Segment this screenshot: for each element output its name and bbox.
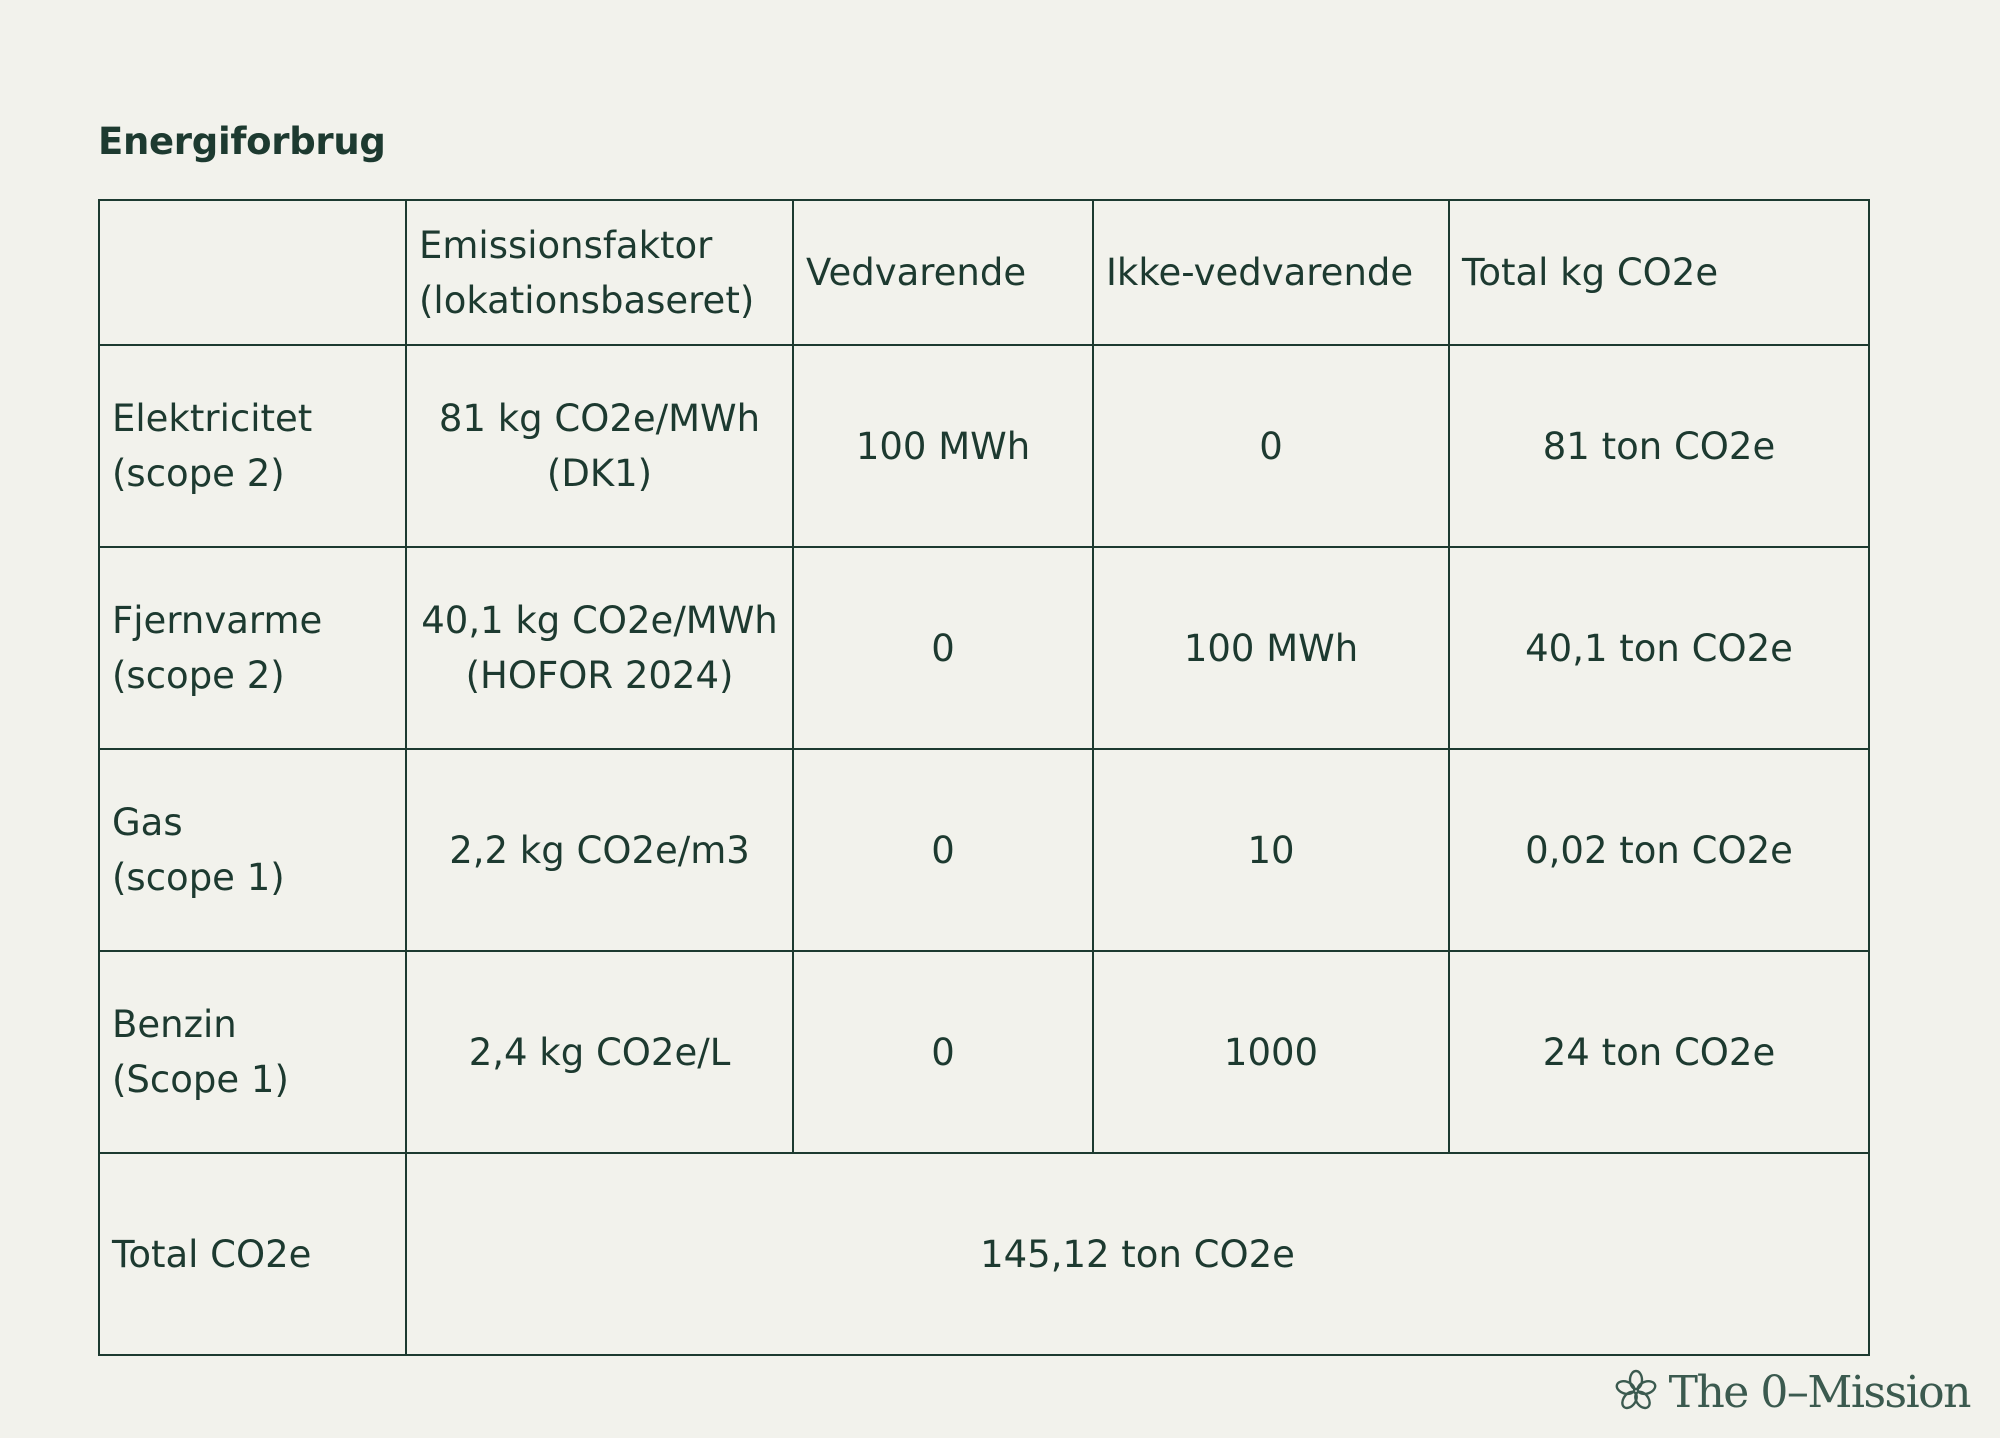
emission-line: 40,1 kg CO2e/MWh [421,599,778,642]
energy-table [98,199,1870,1356]
total-cell: 24 ton CO2e [1449,951,1869,1153]
row-label-line: (scope 2) [112,654,285,697]
row-label [99,951,406,1153]
row-label-line: (scope 1) [112,856,285,899]
renewable-cell: 0 [793,547,1093,749]
total-label: Total CO2e [99,1153,406,1355]
total-cell: 40,1 ton CO2e [1449,547,1869,749]
nonrenewable-cell: 1000 [1093,951,1449,1153]
total-cell: 0,02 ton CO2e [1449,749,1869,951]
emission-factor-cell [406,951,793,1153]
row-label [99,547,406,749]
total-row [99,1153,1869,1355]
brand-name: The 0–Mission [1668,1367,1970,1418]
header-renewable: Vedvarende [793,200,1093,345]
row-label-line: Fjernvarme [112,599,323,642]
flower-logo-icon [1613,1368,1659,1418]
row-label-line: (scope 2) [112,452,285,495]
emission-line: 2,4 kg CO2e/L [468,1030,731,1074]
row-label-line: Gas [112,801,183,844]
table-row [99,345,1869,547]
row-label-line: Benzin [112,1003,237,1046]
renewable-cell: 100 MWh [793,345,1093,547]
emission-line: (HOFOR 2024) [465,654,734,697]
header-total: Total kg CO2e [1449,200,1869,345]
emission-line: (DK1) [546,452,653,495]
row-label [99,749,406,951]
table-row [99,547,1869,749]
row-label [99,345,406,547]
emission-factor-cell [406,749,793,951]
header-empty [99,200,406,345]
nonrenewable-cell: 10 [1093,749,1449,951]
emission-factor-cell [406,547,793,749]
table-row [99,951,1869,1153]
nonrenewable-cell: 0 [1093,345,1449,547]
page-title: Energiforbrug [98,120,386,163]
renewable-cell: 0 [793,749,1093,951]
header-emission-factor [406,200,793,345]
header-emission-line: Emissionsfaktor [419,223,713,267]
emission-factor-cell [406,345,793,547]
table-header-row [99,200,1869,345]
header-emission-line: (lokationsbaseret) [419,278,755,322]
renewable-cell: 0 [793,951,1093,1153]
row-label-line: Elektricitet [112,397,313,440]
header-nonrenewable: Ikke-vedvarende [1093,200,1449,345]
emission-line: 2,2 kg CO2e/m3 [449,828,750,872]
emission-line: 81 kg CO2e/MWh [438,397,761,440]
nonrenewable-cell: 100 MWh [1093,547,1449,749]
table-row [99,749,1869,951]
total-cell: 81 ton CO2e [1449,345,1869,547]
total-value: 145,12 ton CO2e [406,1153,1869,1355]
row-label-line: (Scope 1) [112,1058,289,1101]
brand-logo [1613,1367,1970,1418]
